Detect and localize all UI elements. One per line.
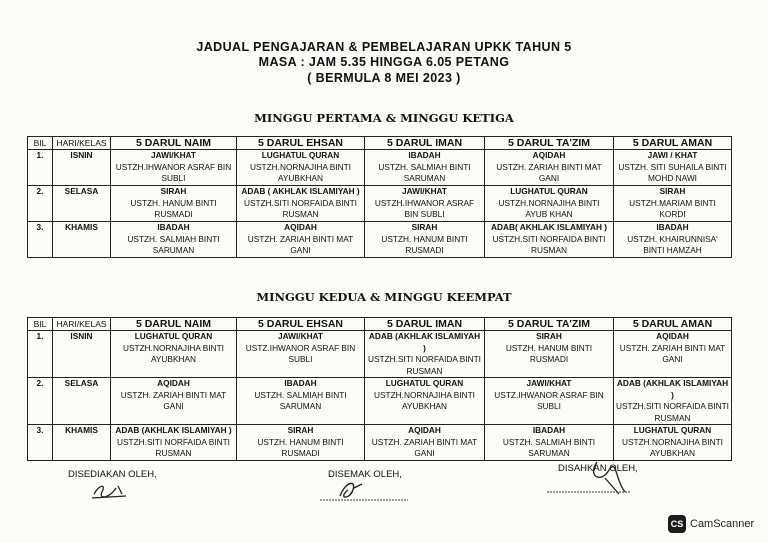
schedule-cell bbox=[237, 425, 365, 461]
document-title: JADUAL PENGAJARAN & PEMBELAJARAN UPKK TAHUN 5 bbox=[196, 40, 572, 54]
teacher: USTZH.SITI NORFAIDA BINTI RUSMAN bbox=[368, 354, 481, 376]
schedule-table-1 bbox=[27, 136, 732, 258]
col-header-darul-tazim: 5 DARUL TA'ZIM bbox=[485, 137, 614, 150]
subject: ADAB( AKHLAK ISLAMIYAH ) bbox=[491, 222, 607, 232]
schedule-cell bbox=[485, 222, 614, 258]
row-day: ISNIN bbox=[53, 331, 111, 378]
checked-by-label: DISEMAK OLEH, bbox=[328, 469, 402, 480]
row-day: SELASA bbox=[53, 186, 111, 222]
teacher: USTZH. SITI SUHAILA BINTI MOHD NAWI bbox=[618, 161, 727, 183]
table-row bbox=[28, 425, 732, 461]
subject: JAWI/KHAT bbox=[401, 186, 448, 196]
subject: LUGHATUL QURAN bbox=[134, 331, 213, 341]
document-time: MASA : JAM 5.35 HINGGA 6.05 PETANG bbox=[258, 55, 510, 69]
row-day: KHAMIS bbox=[53, 222, 111, 258]
approved-signature bbox=[545, 458, 635, 500]
schedule-cell bbox=[365, 222, 485, 258]
teacher: USTZH. SALMIAH BINTI SARUMAN bbox=[127, 233, 220, 255]
teacher: USTZH. ZARIAH BINTI MAT GANI bbox=[371, 436, 478, 458]
subject: ADAB ( AKHLAK ISLAMIYAH ) bbox=[241, 186, 360, 196]
subject: AQIDAH bbox=[284, 222, 317, 232]
col-header-day: HARI/KELAS bbox=[53, 137, 111, 150]
subject: IBADAH bbox=[656, 222, 689, 232]
teacher: USTZH. ZARIAH BINTI MAT GANI bbox=[247, 233, 354, 255]
subject: JAWI/KHAT bbox=[277, 331, 324, 341]
schedule-cell bbox=[365, 378, 485, 425]
row-number: 2. bbox=[28, 186, 53, 222]
col-header-bil: BIL bbox=[28, 137, 53, 150]
schedule-cell bbox=[614, 331, 732, 378]
col-header-day: HARI/KELAS bbox=[53, 318, 111, 331]
schedule-cell bbox=[237, 378, 365, 425]
teacher: USTZH.SITI NORFAIDA BINTI RUSMAN bbox=[244, 197, 357, 219]
prepared-signature bbox=[88, 478, 130, 502]
row-number: 2. bbox=[28, 378, 53, 425]
subject: SIRAH bbox=[659, 186, 686, 196]
schedule-cell bbox=[111, 425, 237, 461]
teacher: USTZH. HANUM BINTI RUSMADI bbox=[257, 436, 344, 458]
schedule-cell bbox=[485, 331, 614, 378]
col-header-darul-tazim: 5 DARUL TA'ZIM bbox=[485, 318, 614, 331]
subject: SIRAH bbox=[411, 222, 438, 232]
schedule-cell bbox=[614, 222, 732, 258]
row-day: ISNIN bbox=[53, 150, 111, 186]
schedule-cell bbox=[237, 150, 365, 186]
prepared-by-label: DISEDIAKAN OLEH, bbox=[68, 469, 157, 480]
table-row bbox=[28, 222, 732, 258]
col-header-darul-ehsan: 5 DARUL EHSAN bbox=[237, 137, 365, 150]
teacher: USTZH.MARIAM BINTI KORDI bbox=[629, 197, 716, 219]
schedule-cell bbox=[485, 150, 614, 186]
subject: SIRAH bbox=[536, 331, 562, 341]
subject: SIRAH bbox=[287, 425, 314, 435]
approved-by-label: DISAHKAN OLEH, bbox=[558, 463, 638, 474]
table-row bbox=[28, 186, 732, 222]
teacher: USTZH. HANUM BINTI RUSMADI bbox=[505, 342, 593, 364]
subject: LUGHATUL QURAN bbox=[261, 150, 340, 160]
teacher: USTZ.IHWANOR ASRAF BIN SUBLI bbox=[494, 389, 604, 411]
camscanner-watermark bbox=[668, 515, 754, 533]
table-header-row bbox=[28, 318, 732, 331]
teacher: USTZH.NORNAJIHA BINTI AYUBKHAN bbox=[374, 389, 475, 411]
subject: ADAB (AKHLAK ISLAMIYAH ) bbox=[115, 425, 232, 435]
subject: IBADAH bbox=[532, 425, 566, 435]
schedule-cell bbox=[111, 186, 237, 222]
subject: AQIDAH bbox=[157, 378, 190, 388]
row-number: 3. bbox=[28, 222, 53, 258]
teacher: USTZH. HANUM BINTI RUSMADI bbox=[381, 233, 468, 255]
teacher: USTZH. ZARIAH BINTI MAT GANI bbox=[619, 342, 726, 364]
subject: LUGHATUL QURAN bbox=[633, 425, 712, 435]
col-header-darul-iman: 5 DARUL IMAN bbox=[365, 318, 485, 331]
teacher: USTZH. KHAIRUNNISA' BINTI HAMZAH bbox=[627, 233, 718, 255]
camscanner-logo-icon: CS bbox=[668, 515, 686, 533]
schedule-cell bbox=[365, 186, 485, 222]
subject: IBADAH bbox=[284, 378, 317, 388]
subject: AQIDAH bbox=[408, 425, 441, 435]
teacher: USTZ.IHWANOR ASRAF BIN SUBLI bbox=[245, 342, 356, 364]
subject: JAWI / KHAT bbox=[647, 150, 698, 160]
schedule-cell bbox=[614, 186, 732, 222]
schedule-cell bbox=[237, 331, 365, 378]
subject: AQIDAH bbox=[656, 331, 689, 341]
subject: SIRAH bbox=[160, 186, 187, 196]
schedule-cell bbox=[111, 150, 237, 186]
teacher: USTZH. ZARIAH BINTI MAT GANI bbox=[496, 161, 602, 183]
schedule-cell bbox=[485, 378, 614, 425]
section1-title: MINGGU PERTAMA & MINGGU KETIGA bbox=[254, 111, 514, 125]
row-number: 1. bbox=[28, 150, 53, 186]
schedule-cell bbox=[237, 186, 365, 222]
schedule-cell bbox=[365, 425, 485, 461]
col-header-darul-aman: 5 DARUL AMAN bbox=[614, 318, 732, 331]
table-row bbox=[28, 150, 732, 186]
teacher: USTZH.SITI NORFAIDA BINTI RUSMAN bbox=[616, 401, 729, 423]
teacher: USTZH.NORNAJIHA BINTI AYUB KHAN bbox=[498, 197, 600, 219]
teacher: USTZH.IHWANOR ASRAF BIN SUBLI bbox=[115, 161, 232, 183]
table-header-row bbox=[28, 137, 732, 150]
row-day: SELASA bbox=[53, 378, 111, 425]
schedule-cell bbox=[111, 331, 237, 378]
teacher: USTZH. HANUM BINTI RUSMADI bbox=[130, 197, 217, 219]
schedule-cell bbox=[614, 150, 732, 186]
teacher: USTZH. ZARIAH BINTI MAT GANI bbox=[120, 389, 227, 411]
subject: JAWI/KHAT bbox=[526, 378, 572, 388]
document-start-date: ( BERMULA 8 MEI 2023 ) bbox=[307, 71, 461, 85]
schedule-cell bbox=[111, 378, 237, 425]
teacher: USTZH.NORNAJIHA BINTI AYUBKHAN bbox=[622, 436, 723, 458]
schedule-cell bbox=[365, 150, 485, 186]
teacher: USTZH. SALMIAH BINTI SARUMAN bbox=[254, 389, 347, 411]
checked-signature bbox=[318, 476, 410, 504]
row-day: KHAMIS bbox=[53, 425, 111, 461]
schedule-cell bbox=[614, 425, 732, 461]
col-header-bil: BIL bbox=[28, 318, 53, 331]
schedule-cell bbox=[485, 425, 614, 461]
schedule-cell bbox=[237, 222, 365, 258]
table-row bbox=[28, 378, 732, 425]
subject: IBADAH bbox=[408, 150, 441, 160]
schedule-cell bbox=[365, 331, 485, 378]
subject: JAWI/KHAT bbox=[150, 150, 197, 160]
camscanner-text: CamScanner bbox=[690, 518, 755, 530]
col-header-darul-aman: 5 DARUL AMAN bbox=[614, 137, 732, 150]
row-number: 3. bbox=[28, 425, 53, 461]
section2-title: MINGGU KEDUA & MINGGU KEEMPAT bbox=[256, 290, 512, 304]
teacher: USTZH. SALMIAH BINTI SARUMAN bbox=[378, 161, 471, 183]
teacher: USTZH. SALMIAH BINTI SARUMAN bbox=[502, 436, 596, 458]
schedule-cell bbox=[485, 186, 614, 222]
subject: IBADAH bbox=[157, 222, 190, 232]
subject: AQIDAH bbox=[532, 150, 566, 160]
subject: LUGHATUL QURAN bbox=[385, 378, 464, 388]
subject: LUGHATUL QURAN bbox=[510, 186, 588, 196]
row-number: 1. bbox=[28, 331, 53, 378]
col-header-darul-naim: 5 DARUL NAIM bbox=[111, 318, 237, 331]
subject: ADAB (AKHLAK ISLAMIYAH ) bbox=[368, 331, 481, 353]
col-header-darul-iman: 5 DARUL IMAN bbox=[365, 137, 485, 150]
teacher: USTZH.IHWANOR ASRAF BIN SUBLI bbox=[374, 197, 475, 219]
subject: ADAB (AKHLAK ISLAMIYAH ) bbox=[616, 378, 729, 400]
schedule-cell bbox=[614, 378, 732, 425]
teacher: USTZH.NORNAJIHA BINTI AYUBKHAN bbox=[123, 342, 224, 364]
teacher: USTZH.SITI NORFAIDA BINTI RUSMAN bbox=[492, 233, 606, 255]
col-header-darul-ehsan: 5 DARUL EHSAN bbox=[237, 318, 365, 331]
schedule-cell bbox=[111, 222, 237, 258]
col-header-darul-naim: 5 DARUL NAIM bbox=[111, 137, 237, 150]
teacher: USTZH.SITI NORFAIDA BINTI RUSMAN bbox=[117, 436, 230, 458]
table-row bbox=[28, 331, 732, 378]
schedule-table-2 bbox=[27, 317, 732, 461]
teacher: USTZH.NORNAJIHA BINTI AYUBKHAN bbox=[250, 161, 351, 183]
